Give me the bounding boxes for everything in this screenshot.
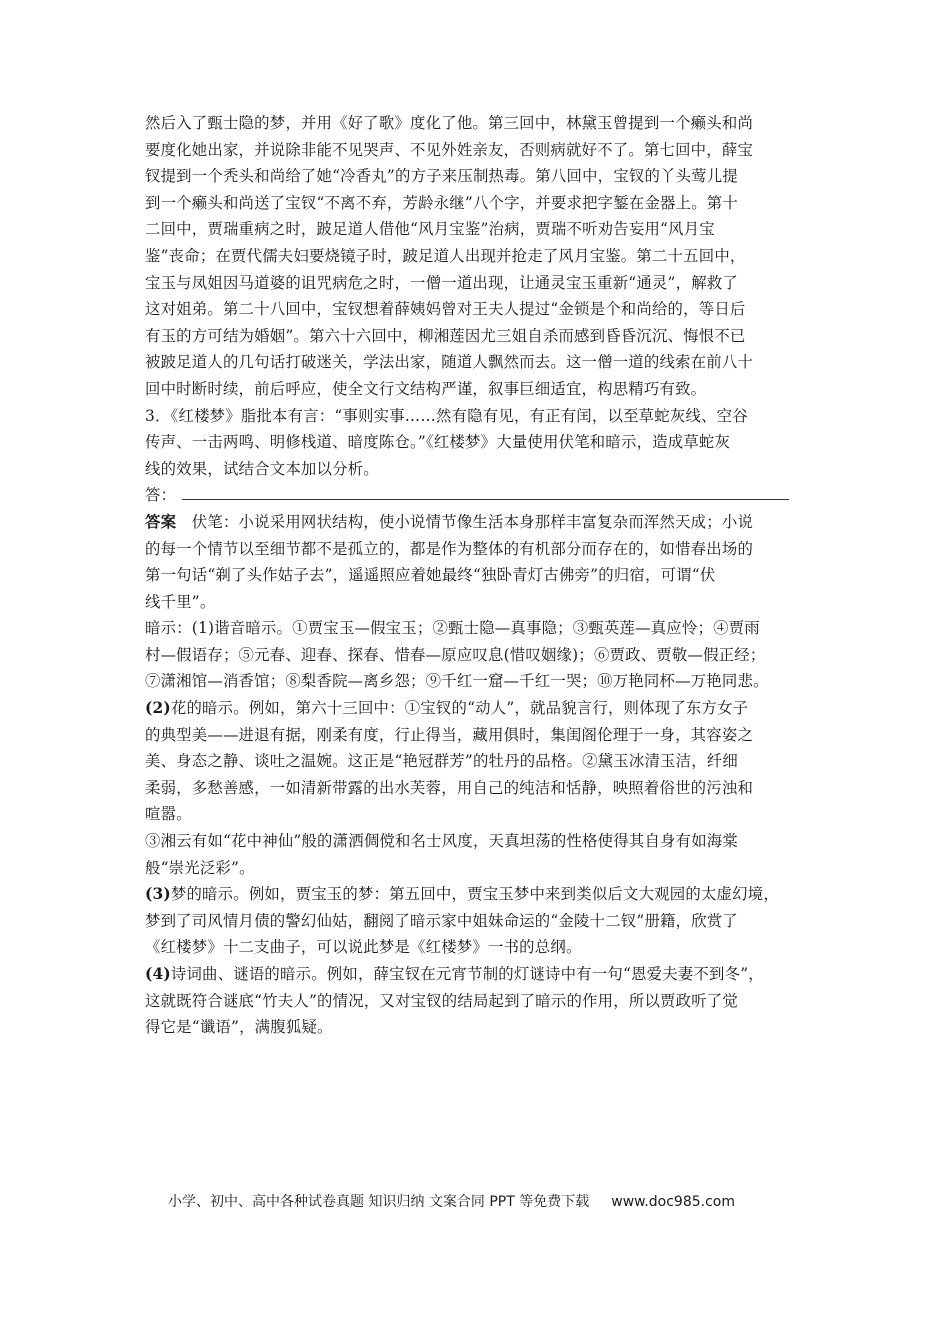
question-3 [145, 403, 815, 509]
hint-3-first-line [145, 881, 815, 908]
answer-label: 答案 [145, 512, 177, 531]
text-line: 到一个癞头和尚送了宝钗“不离不弃，芳龄永继”八个字，并要求把字錾在金器上。第十 [145, 193, 738, 212]
text-line: 线千里”。 [145, 592, 216, 611]
text-line: ③湘云有如“花中神仙”般的潇洒倜傥和名士风度，天真坦荡的性格使得其自身有如海棠 [145, 832, 738, 851]
answer-prompt: 答： [145, 486, 177, 505]
text-line: 第一句话“剃了头作姑子去”，遥遥照应着她最终“独卧青灯古佛旁”的归宿，可谓“伏 [145, 566, 716, 585]
text-line: 梦到了司风情月债的警幻仙姑，翻阅了暗示家中姐妹命运的“金陵十二钗”册籍，欣赏了 [145, 911, 738, 930]
hint-4-text: 诗词曲、谜语的暗示。例如，薛宝钗在元宵节制的灯谜诗中有一句“恩爱夫妻不到冬”， [170, 965, 764, 983]
text-line: 这对姐弟。第二十八回中，宝钗想着薛姨妈曾对王夫人提过“金锁是个和尚给的，等日后 [145, 300, 746, 319]
page-footer [168, 1191, 735, 1211]
text-line: 钗提到一个秃头和尚给了她“冷香丸”的方子来压制热毒。第八回中，宝钗的丫头莺儿提 [145, 167, 738, 186]
text-line: 回中时断时续，前后呼应，使全文行文结构严谨，叙事巨细适宜，构思精巧有致。 [145, 379, 707, 398]
text-line: 般“崇光泛彩”。 [145, 858, 255, 877]
text-line: 的典型美——进退有据，刚柔有度，行止得当，藏用俱时，集闺阁伦理于一身，其容姿之 [145, 725, 754, 744]
answer-section [145, 509, 815, 1041]
hint-2-number: (2) [145, 699, 171, 718]
text-line: 宝玉与凤姐因马道婆的诅咒病危之时，一僧一道出现，让通灵宝玉重新“通灵”，解救了 [145, 273, 738, 292]
answer-underline [182, 485, 789, 500]
text-line: 村—假语存；⑤元春、迎春、探春、惜春—原应叹息(惜叹姻缘)；⑥贾政、贾敬—假正经； [145, 645, 766, 664]
hint-3-text: 梦的暗示。例如，贾宝玉的梦：第五回中，贾宝玉梦中来到类似后文大观园的太虚幻境， [170, 885, 779, 904]
text-line: 暗示：(1)谐音暗示。①贾宝玉—假宝玉；②甄士隐—真事隐；③甄英莲—真应怜；④贾雨 [145, 619, 760, 638]
question-line: 线的效果，试结合文本加以分析。 [145, 459, 379, 478]
question-line: 3．《红楼梦》脂批本有言：“事则实事……然有隐有见，有正有闰，以至草蛇灰线、空谷 [145, 406, 748, 425]
text-line: 要度化她出家，并说除非能不见哭声、不见外姓亲友，否则病就好不了。第七回中，薛宝 [145, 140, 754, 159]
text-line: 二回中，贾瑞重病之时，跛足道人借他“风月宝鉴”治病，贾瑞不听劝告妄用“风月宝 [145, 220, 715, 239]
question-line: 传声、一击两鸣、明修栈道、暗度陈仓。”《红楼梦》大量使用伏笔和暗示，造成草蛇灰 [145, 433, 731, 452]
hint-4-first-line [145, 961, 815, 988]
text-line: 有玉的方可结为婚姻”。第六十六回中，柳湘莲因尤三姐自杀而感到昏昏沉沉、悔恨不已 [145, 326, 746, 345]
answer-blank-line [145, 482, 815, 509]
text-line: 鉴”丧命；在贾代儒夫妇要烧镜子时，跛足道人出现并抢走了风月宝鉴。第二十五回中， [145, 246, 746, 265]
hint-2-text: 花的暗示。例如，第六十三回中：①宝钗的“动人”，就品貌言行，则体现了东方女子 [170, 699, 749, 718]
text-line: 柔弱，多愁善感，一如清新带露的出水芙蓉，用自己的纯洁和恬静，映照着俗世的污浊和 [145, 778, 754, 797]
hint-3-number: (3) [145, 885, 171, 904]
text-line: 被跛足道人的几句话打破迷关，学法出家，随道人飘然而去。这一僧一道的线索在前八十 [145, 353, 754, 372]
answer-text: 伏笔：小说采用网状结构，使小说情节像生活本身那样丰富复杂而浑然天成；小说 [191, 512, 754, 531]
text-line: 《红楼梦》十二支曲子，可以说此梦是《红楼梦》一书的总纲。 [145, 938, 582, 957]
answer-line-first [145, 509, 815, 536]
text-line: ⑦潇湘馆—消香馆；⑧梨香院—离乡怨；⑨千红一窟—千红一哭；⑩万艳同杯—万艳同悲。 [145, 672, 769, 691]
hint-2-first-line [145, 695, 815, 722]
document-page [145, 110, 815, 1041]
text-line: 然后入了甄士隐的梦，并用《好了歌》度化了他。第三回中，林黛玉曾提到一个癞头和尚 [145, 114, 754, 132]
text-line: 的每一个情节以至细节都不是孤立的，都是作为整体的有机部分而存在的，如惜春出场的 [145, 539, 754, 558]
footer-text: 小学、初中、高中各种试卷真题 知识归纳 文案合同 PPT 等免费下载 [168, 1194, 590, 1210]
text-line: 这就既符合谜底“竹夫人”的情况，又对宝钗的结局起到了暗示的作用，所以贾政听了觉 [145, 991, 738, 1010]
footer-url[interactable]: www.doc985.com [611, 1194, 735, 1210]
text-line: 喧嚣。 [145, 805, 192, 824]
text-line: 得它是“谶语”，满腹狐疑。 [145, 1018, 333, 1037]
text-line: 美、身态之静、谈吐之温婉。这正是“艳冠群芳”的牡丹的品格。②黛玉冰清玉洁，纤细 [145, 752, 738, 771]
paragraph-plot-summary [145, 110, 815, 403]
hint-4-number: (4) [145, 965, 171, 983]
